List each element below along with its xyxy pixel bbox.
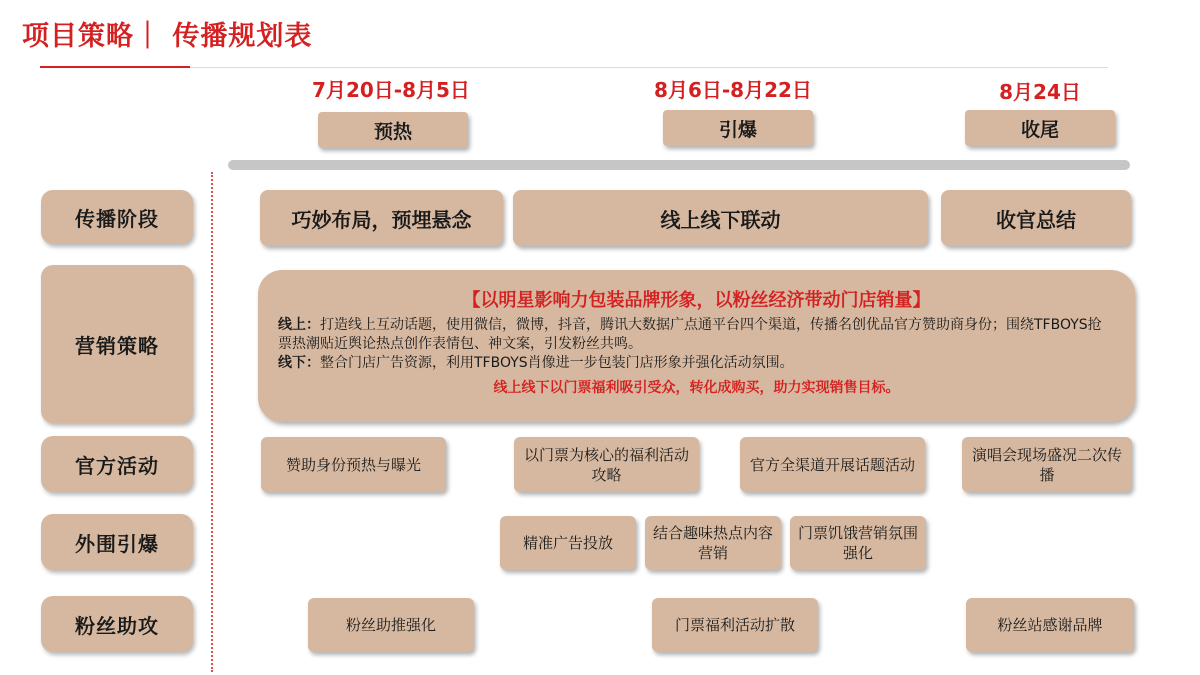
row-label-official: 官方活动 (41, 436, 193, 492)
row-label-stage: 传播阶段 (41, 190, 193, 244)
peripheral-activity-3: 门票饥饿营销氛围强化 (790, 516, 926, 570)
strategy-box (258, 270, 1135, 422)
title-underline-red (40, 66, 190, 68)
official-activity-2: 以门票为核心的福利活动攻略 (514, 437, 699, 492)
fan-activity-2: 门票福利活动扩散 (652, 598, 818, 652)
official-activity-3: 官方全渠道开展话题活动 (740, 437, 925, 492)
stage-warmup: 巧妙布局，预埋悬念 (260, 190, 503, 246)
phase-date-close: 8月24日 (999, 80, 1081, 104)
strategy-title: 【以明星影响力包装品牌形象，以粉丝经济带动门店销量】 (462, 290, 931, 311)
peripheral-activity-2: 结合趣味热点内容营销 (645, 516, 781, 570)
column-divider (211, 172, 213, 672)
phase-date-warmup: 7月20日-8月5日 (312, 78, 470, 102)
stage-close: 收官总结 (941, 190, 1131, 246)
row-label-fans: 粉丝助攻 (41, 596, 193, 652)
strategy-online (278, 316, 1115, 354)
official-activity-1: 赞助身份预热与曝光 (261, 437, 446, 492)
title-underline-gray (190, 67, 1108, 68)
phase-close: 收尾 (965, 110, 1115, 146)
strategy-goal: 线上线下以门票福利吸引受众，转化成购买，助力实现销售目标。 (493, 380, 900, 396)
phase-date-burst: 8月6日-8月22日 (654, 78, 812, 102)
fan-activity-1: 粉丝助推强化 (308, 598, 474, 652)
strategy-offline (278, 354, 1115, 373)
timeline-bar (228, 160, 1130, 170)
strategy-offline-text: 整合门店广告资源，利用TFBOYS肖像进一步包装门店形象并强化活动氛围。 (320, 355, 794, 371)
phase-warmup: 预热 (318, 112, 468, 148)
official-activity-4: 演唱会现场盛况二次传播 (962, 437, 1132, 492)
fan-activity-3: 粉丝站感谢品牌 (966, 598, 1134, 652)
stage-burst: 线上线下联动 (513, 190, 928, 246)
peripheral-activity-1: 精准广告投放 (500, 516, 636, 570)
strategy-online-text: 打造线上互动话题，使用微信，微博，抖音，腾讯大数据广点通平台四个渠道，传播名创优品官方赞助商身份；围绕TFBOYS抢票热潮贴近舆论热点创作表情包、神文案，引发粉丝共鸣。 (278, 317, 1102, 352)
row-label-strategy: 营销策略 (41, 265, 193, 423)
phase-burst: 引爆 (663, 110, 813, 146)
strategy-online-label: 线上： (278, 317, 320, 333)
row-label-peripheral: 外围引爆 (41, 514, 193, 570)
page-title: 项目策略｜ 传播规划表 (22, 21, 313, 52)
strategy-offline-label: 线下： (278, 355, 320, 371)
